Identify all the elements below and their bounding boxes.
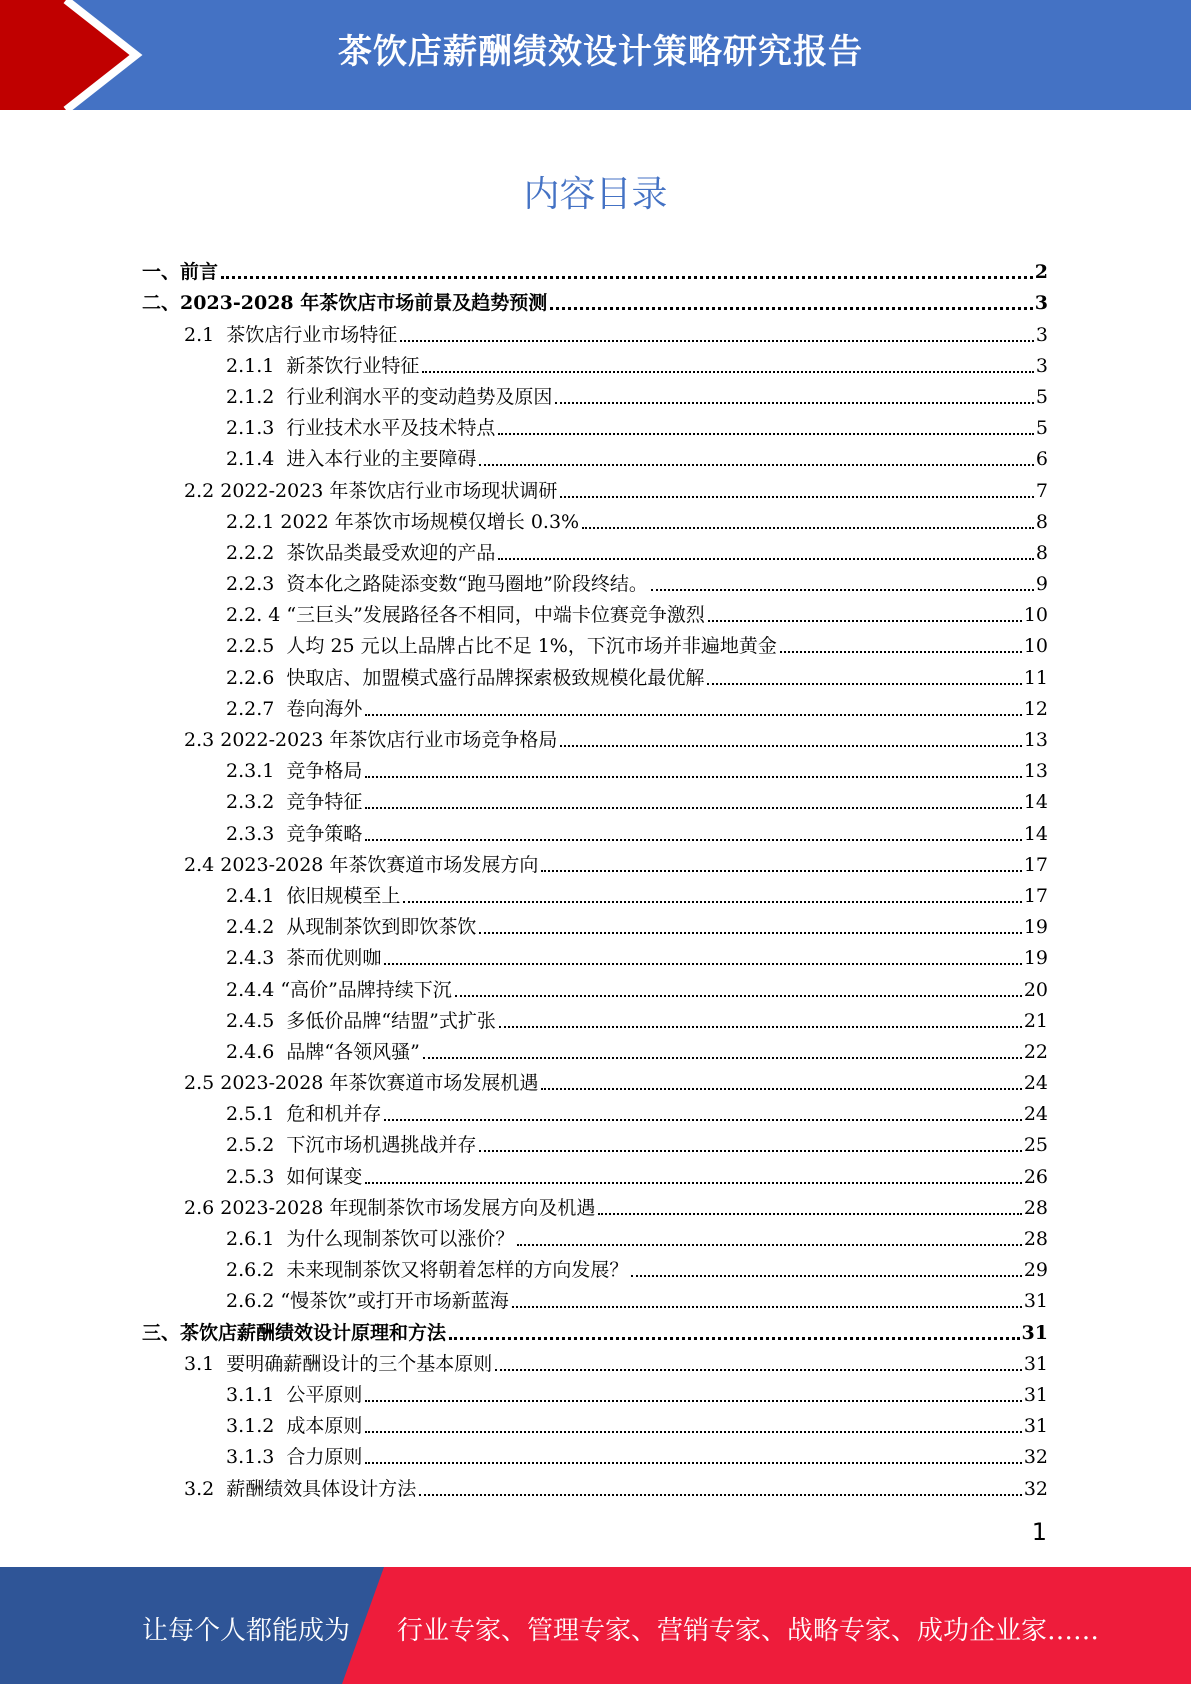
toc-entry[interactable] — [142, 503, 1048, 534]
toc-dot-leader — [707, 683, 1021, 685]
toc-entry-title: 2.4.2 从现制茶饮到即饮茶饮 — [226, 916, 477, 939]
toc-dot-leader — [365, 1400, 1021, 1402]
table-of-contents — [142, 253, 1048, 1501]
toc-entry-title: 2.5.1 危和机并存 — [226, 1103, 382, 1126]
toc-entry-page: 31 — [1023, 1383, 1048, 1406]
toc-entry[interactable] — [142, 1189, 1048, 1220]
toc-entry-page: 29 — [1023, 1259, 1048, 1282]
toc-entry-title: 2.1.4 进入本行业的主要障碍 — [226, 448, 477, 471]
toc-entry[interactable] — [142, 1438, 1048, 1469]
toc-entry-page: 32 — [1023, 1477, 1048, 1500]
toc-entry[interactable] — [142, 783, 1048, 814]
toc-entry-page: 20 — [1023, 978, 1048, 1001]
toc-entry-title: 2.1.1 新茶饮行业特征 — [226, 354, 420, 377]
toc-heading: 内容目录 — [523, 174, 668, 215]
toc-entry[interactable] — [142, 1282, 1048, 1313]
toc-entry-title: 2.1.3 行业技术水平及技术特点 — [226, 417, 496, 440]
toc-entry-title: 2.2.1 2022 年茶饮市场规模仅增长 0.3% — [226, 510, 580, 533]
toc-entry-title: 3.2 薪酬绩效具体设计方法 — [184, 1477, 417, 1500]
toc-dot-leader — [422, 371, 1033, 373]
toc-entry-page: 8 — [1035, 541, 1048, 564]
toc-entry-page: 13 — [1023, 760, 1048, 783]
toc-entry[interactable] — [142, 253, 1048, 284]
toc-entry-page: 24 — [1023, 1072, 1048, 1095]
toc-dot-leader — [582, 527, 1034, 529]
toc-entry[interactable] — [142, 1376, 1048, 1407]
toc-entry-page: 26 — [1023, 1165, 1048, 1188]
toc-entry-page: 12 — [1023, 697, 1048, 720]
toc-entry-title: 2.4.6 品牌“各领风骚” — [226, 1040, 420, 1063]
toc-dot-leader — [541, 1088, 1021, 1090]
toc-dot-leader — [598, 1213, 1021, 1215]
toc-entry-title: 一、前言 — [142, 261, 219, 284]
toc-entry-page: 28 — [1023, 1196, 1048, 1219]
toc-entry-page: 28 — [1023, 1228, 1048, 1250]
toc-dot-leader — [631, 1275, 1021, 1277]
toc-entry[interactable] — [142, 1251, 1048, 1282]
toc-entry[interactable] — [142, 627, 1048, 658]
toc-entry-page: 25 — [1023, 1134, 1048, 1157]
toc-entry[interactable] — [142, 471, 1048, 502]
toc-dot-leader — [708, 620, 1022, 622]
toc-entry-title: 三、茶饮店薪酬绩效设计原理和方法 — [142, 1321, 447, 1344]
toc-dot-leader — [221, 276, 1033, 279]
toc-entry-page: 8 — [1035, 510, 1048, 533]
toc-dot-leader — [365, 1431, 1021, 1433]
toc-entry[interactable] — [142, 846, 1048, 877]
header-band — [0, 0, 1191, 110]
toc-dot-leader — [498, 558, 1033, 560]
toc-entry[interactable] — [142, 1064, 1048, 1095]
toc-dot-leader — [651, 589, 1034, 591]
toc-entry-title: 2.2.5 人均 25 元以上品牌占比不足 1%，下沉市场并非遍地黄金 — [226, 635, 777, 658]
toc-entry[interactable] — [142, 284, 1048, 315]
toc-entry[interactable] — [142, 752, 1048, 783]
toc-entry-page: 19 — [1023, 916, 1048, 939]
footer-slogan-left: 让每个人都能成为 — [142, 1616, 351, 1646]
toc-dot-leader — [560, 496, 1033, 498]
toc-entry[interactable] — [142, 565, 1048, 596]
toc-dot-leader — [560, 745, 1021, 747]
toc-entry-title: 二、2023-2028 年茶饮店市场前景及趋势预测 — [142, 292, 548, 315]
toc-entry-page: 31 — [1021, 1321, 1048, 1344]
toc-dot-leader — [384, 963, 1021, 965]
toc-dot-leader — [365, 1182, 1021, 1184]
toc-entry-title: 2.2.2 茶饮品类最受欢迎的产品 — [226, 541, 496, 564]
report-title: 茶饮店薪酬绩效设计策略研究报告 — [338, 32, 863, 72]
toc-entry-title: 2.3.2 竞争特征 — [226, 791, 363, 814]
toc-entry[interactable] — [142, 939, 1048, 970]
toc-entry-page: 6 — [1035, 448, 1048, 471]
toc-entry-title: 3.1.1 公平原则 — [226, 1383, 363, 1406]
toc-entry-title: 2.5 2023-2028 年茶饮赛道市场发展机遇 — [184, 1072, 539, 1095]
toc-dot-leader — [419, 1494, 1022, 1496]
toc-dot-leader — [495, 1369, 1022, 1371]
toc-dot-leader — [384, 1119, 1021, 1121]
toc-entry-page: 3 — [1035, 354, 1048, 377]
toc-dot-leader — [449, 1337, 1020, 1340]
footer-slogan-right: 行业专家、管理专家、营销专家、战略专家、成功企业家…… — [397, 1616, 1100, 1646]
toc-entry[interactable] — [142, 440, 1048, 471]
toc-entry[interactable] — [142, 315, 1048, 346]
toc-entry-page: 9 — [1035, 573, 1048, 596]
toc-entry[interactable] — [142, 1095, 1048, 1126]
toc-entry[interactable] — [142, 690, 1048, 721]
toc-entry-page: 13 — [1023, 729, 1048, 751]
toc-entry-page: 5 — [1035, 385, 1048, 408]
toc-entry-title: 2.2.3 资本化之路陡添变数“跑马圈地”阶段终结。 — [226, 573, 648, 596]
toc-entry-page: 11 — [1023, 666, 1048, 689]
toc-dot-leader — [365, 839, 1021, 841]
toc-entry-page: 24 — [1023, 1103, 1048, 1126]
toc-entry-title: 2.4.1 依旧规模至上 — [226, 884, 401, 907]
toc-entry-title: 2.4.3 茶而优则咖 — [226, 947, 382, 970]
toc-entry[interactable] — [142, 534, 1048, 565]
toc-dot-leader — [365, 714, 1021, 716]
toc-entry-title: 2.6.2 未来现制茶饮又将朝着怎样的方向发展？ — [226, 1259, 629, 1282]
toc-dot-leader — [365, 776, 1021, 778]
toc-dot-leader — [479, 1150, 1021, 1152]
toc-entry-page: 10 — [1023, 604, 1048, 627]
toc-dot-leader — [403, 901, 1021, 903]
toc-dot-leader — [423, 1057, 1022, 1059]
toc-entry-title: 2.2.6 快取店、加盟模式盛行品牌探索极致规模化最优解 — [226, 666, 705, 689]
toc-entry-title: 2.3.3 竞争策略 — [226, 822, 363, 845]
toc-dot-leader — [541, 870, 1021, 872]
toc-entry-title: 2.6.1 为什么现制茶饮可以涨价？ — [226, 1228, 515, 1250]
toc-entry[interactable] — [142, 1220, 1048, 1251]
toc-entry-title: 2.3 2022-2023 年茶饮店行业市场竞争格局 — [184, 729, 558, 751]
toc-entry[interactable] — [142, 409, 1048, 440]
toc-entry-page: 17 — [1023, 853, 1048, 876]
toc-entry-title: 3.1.3 合力原则 — [226, 1446, 363, 1469]
toc-entry[interactable] — [142, 658, 1048, 689]
toc-dot-leader — [365, 807, 1021, 809]
toc-entry[interactable] — [142, 347, 1048, 378]
toc-dot-leader — [512, 1306, 1022, 1308]
toc-entry-title: 2.4 2023-2028 年茶饮赛道市场发展方向 — [184, 853, 539, 876]
toc-entry-title: 2.6 2023-2028 年现制茶饮市场发展方向及机遇 — [184, 1196, 596, 1219]
toc-dot-leader — [550, 307, 1033, 310]
toc-entry-title: 2.2 2022-2023 年茶饮店行业市场现状调研 — [184, 479, 558, 502]
toc-dot-leader — [455, 995, 1022, 997]
toc-entry[interactable] — [142, 908, 1048, 939]
toc-entry[interactable] — [142, 378, 1048, 409]
toc-dot-leader — [517, 1244, 1021, 1246]
toc-entry-page: 7 — [1035, 479, 1048, 502]
toc-entry[interactable] — [142, 970, 1048, 1001]
toc-entry-page: 14 — [1023, 822, 1048, 845]
toc-entry-title: 2.1 茶饮店行业市场特征 — [184, 323, 398, 346]
toc-entry-title: 2.6.2 “慢茶饮”或打开市场新蓝海 — [226, 1290, 509, 1313]
toc-entry-title: 3.1.2 成本原则 — [226, 1415, 363, 1438]
toc-dot-leader — [365, 1462, 1021, 1464]
toc-dot-leader — [479, 464, 1033, 466]
toc-entry-title: 2.1.2 行业利润水平的变动趋势及原因 — [226, 385, 553, 408]
toc-dot-leader — [499, 1026, 1022, 1028]
toc-entry-page: 17 — [1023, 884, 1048, 907]
toc-dot-leader — [498, 433, 1033, 435]
toc-entry-page: 5 — [1035, 417, 1048, 440]
toc-entry-page: 31 — [1023, 1290, 1048, 1313]
toc-entry-title: 2.5.3 如何谋变 — [226, 1165, 363, 1188]
toc-entry[interactable] — [142, 1407, 1048, 1438]
toc-entry-title: 2.4.5 多低价品牌“结盟”式扩张 — [226, 1009, 496, 1032]
toc-entry-page: 19 — [1023, 947, 1048, 970]
toc-dot-leader — [479, 932, 1021, 934]
toc-entry[interactable] — [142, 877, 1048, 908]
toc-entry[interactable] — [142, 721, 1048, 752]
toc-entry-title: 3.1 要明确薪酬设计的三个基本原则 — [184, 1352, 493, 1375]
toc-entry-page: 2 — [1034, 261, 1048, 284]
toc-entry-page: 21 — [1023, 1009, 1048, 1032]
toc-entry-page: 31 — [1023, 1415, 1048, 1438]
toc-entry[interactable] — [142, 1157, 1048, 1188]
toc-entry-page: 10 — [1023, 635, 1048, 658]
toc-entry-title: 2.2.7 卷向海外 — [226, 697, 363, 720]
toc-entry-page: 22 — [1023, 1040, 1048, 1063]
toc-entry-title: 2.4.4 “高价”品牌持续下沉 — [226, 978, 452, 1001]
toc-entry[interactable] — [142, 596, 1048, 627]
toc-dot-leader — [400, 340, 1034, 342]
toc-dot-leader — [555, 402, 1033, 404]
toc-entry[interactable] — [142, 1126, 1048, 1157]
toc-entry-page: 31 — [1023, 1352, 1048, 1375]
toc-entry[interactable] — [142, 1002, 1048, 1033]
toc-entry[interactable] — [142, 1469, 1048, 1500]
page-number: 1 — [1031, 1518, 1047, 1546]
toc-entry-page: 3 — [1034, 292, 1048, 315]
toc-entry-title: 2.5.2 下沉市场机遇挑战并存 — [226, 1134, 477, 1157]
toc-entry-page: 14 — [1023, 791, 1048, 814]
toc-entry-title: 2.2. 4 “三巨头”发展路径各不相同，中端卡位赛竞争激烈 — [226, 604, 705, 627]
toc-entry[interactable] — [142, 814, 1048, 845]
toc-entry[interactable] — [142, 1033, 1048, 1064]
toc-entry-title: 2.3.1 竞争格局 — [226, 760, 363, 783]
toc-entry[interactable] — [142, 1345, 1048, 1376]
toc-entry-page: 3 — [1035, 323, 1048, 346]
toc-dot-leader — [780, 651, 1022, 653]
toc-entry[interactable] — [142, 1313, 1048, 1344]
toc-entry-page: 32 — [1023, 1446, 1048, 1469]
